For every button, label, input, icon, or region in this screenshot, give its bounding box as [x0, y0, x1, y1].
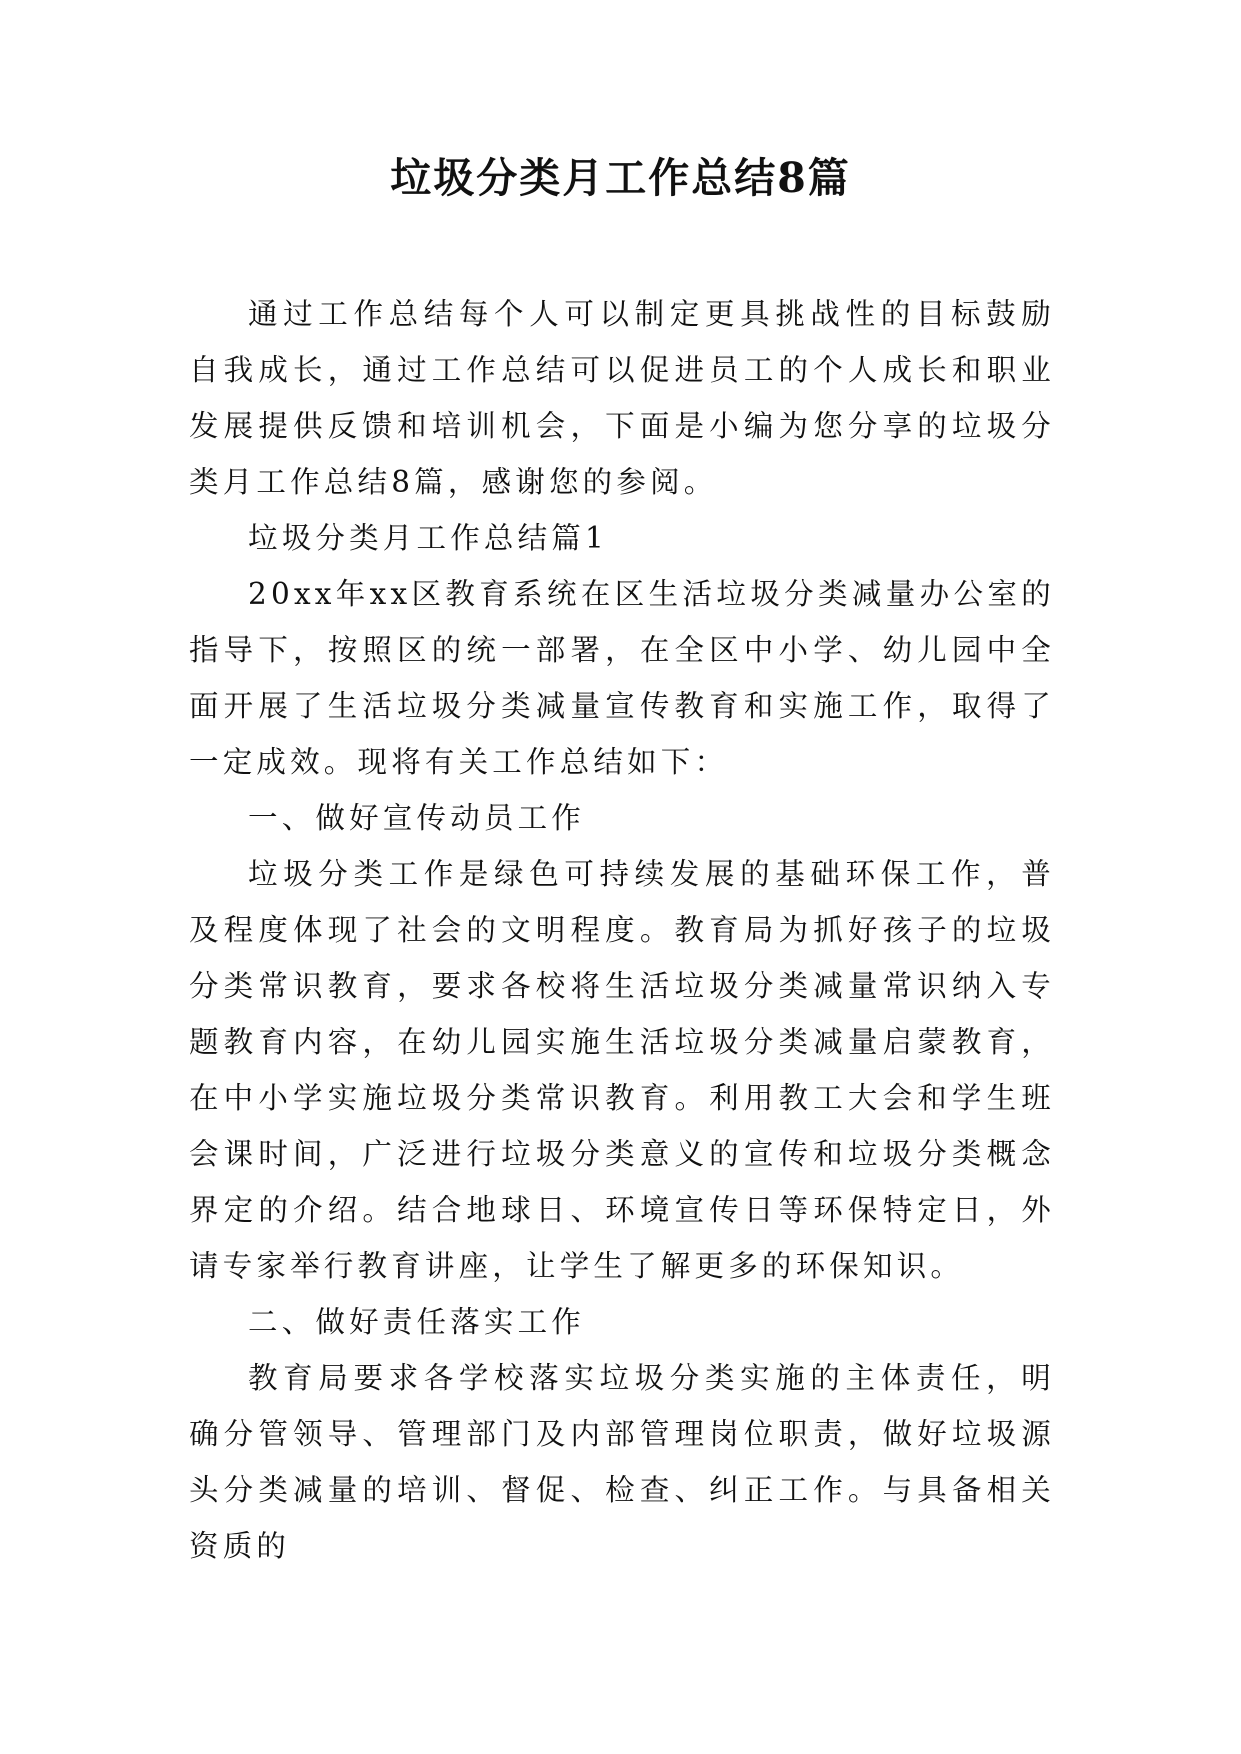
subsection-heading: 一、做好宣传动员工作	[248, 801, 586, 835]
body-paragraph: 垃圾分类工作是绿色可持续发展的基础环保工作，普及程度体现了社会的文明程度。教育局为抓好孩子的垃圾分类常识教育，要求各校将生活垃圾分类减量常识纳入专题教育内容，在幼儿园实施生活垃圾分类减量启蒙教育，在中小学实施垃圾分类常识教育。利用教工大会和学生班会课时间，广泛进行垃圾分类意义的宣传和垃圾分类概念界定的介绍。结合地球日、环境宣传日等环保特定日，外请专家举行教育讲座，让学生了解更多的环保知识。	[189, 857, 1055, 1283]
section-heading: 垃圾分类月工作总结篇1	[248, 521, 608, 555]
body-paragraph: 20xx年xx区教育系统在区生活垃圾分类减量办公室的指导下，按照区的统一部署，在全区中小学、幼儿园中全面开展了生活垃圾分类减量宣传教育和实施工作，取得了一定成效。现将有关工作总结如下：	[189, 577, 1055, 779]
intro-paragraph: 通过工作总结每个人可以制定更具挑战性的目标鼓励自我成长，通过工作总结可以促进员工的个人成长和职业发展提供反馈和培训机会，下面是小编为您分享的垃圾分类月工作总结8篇，感谢您的参阅。	[189, 297, 1055, 499]
document-body	[189, 286, 1055, 1574]
body-paragraph: 教育局要求各学校落实垃圾分类实施的主体责任，明确分管领导、管理部门及内部管理岗位职责，做好垃圾源头分类减量的培训、督促、检查、纠正工作。与具备相关资质的	[189, 1361, 1055, 1563]
subsection-heading: 二、做好责任落实工作	[248, 1305, 586, 1339]
document-title: 垃圾分类月工作总结8篇	[390, 154, 851, 202]
